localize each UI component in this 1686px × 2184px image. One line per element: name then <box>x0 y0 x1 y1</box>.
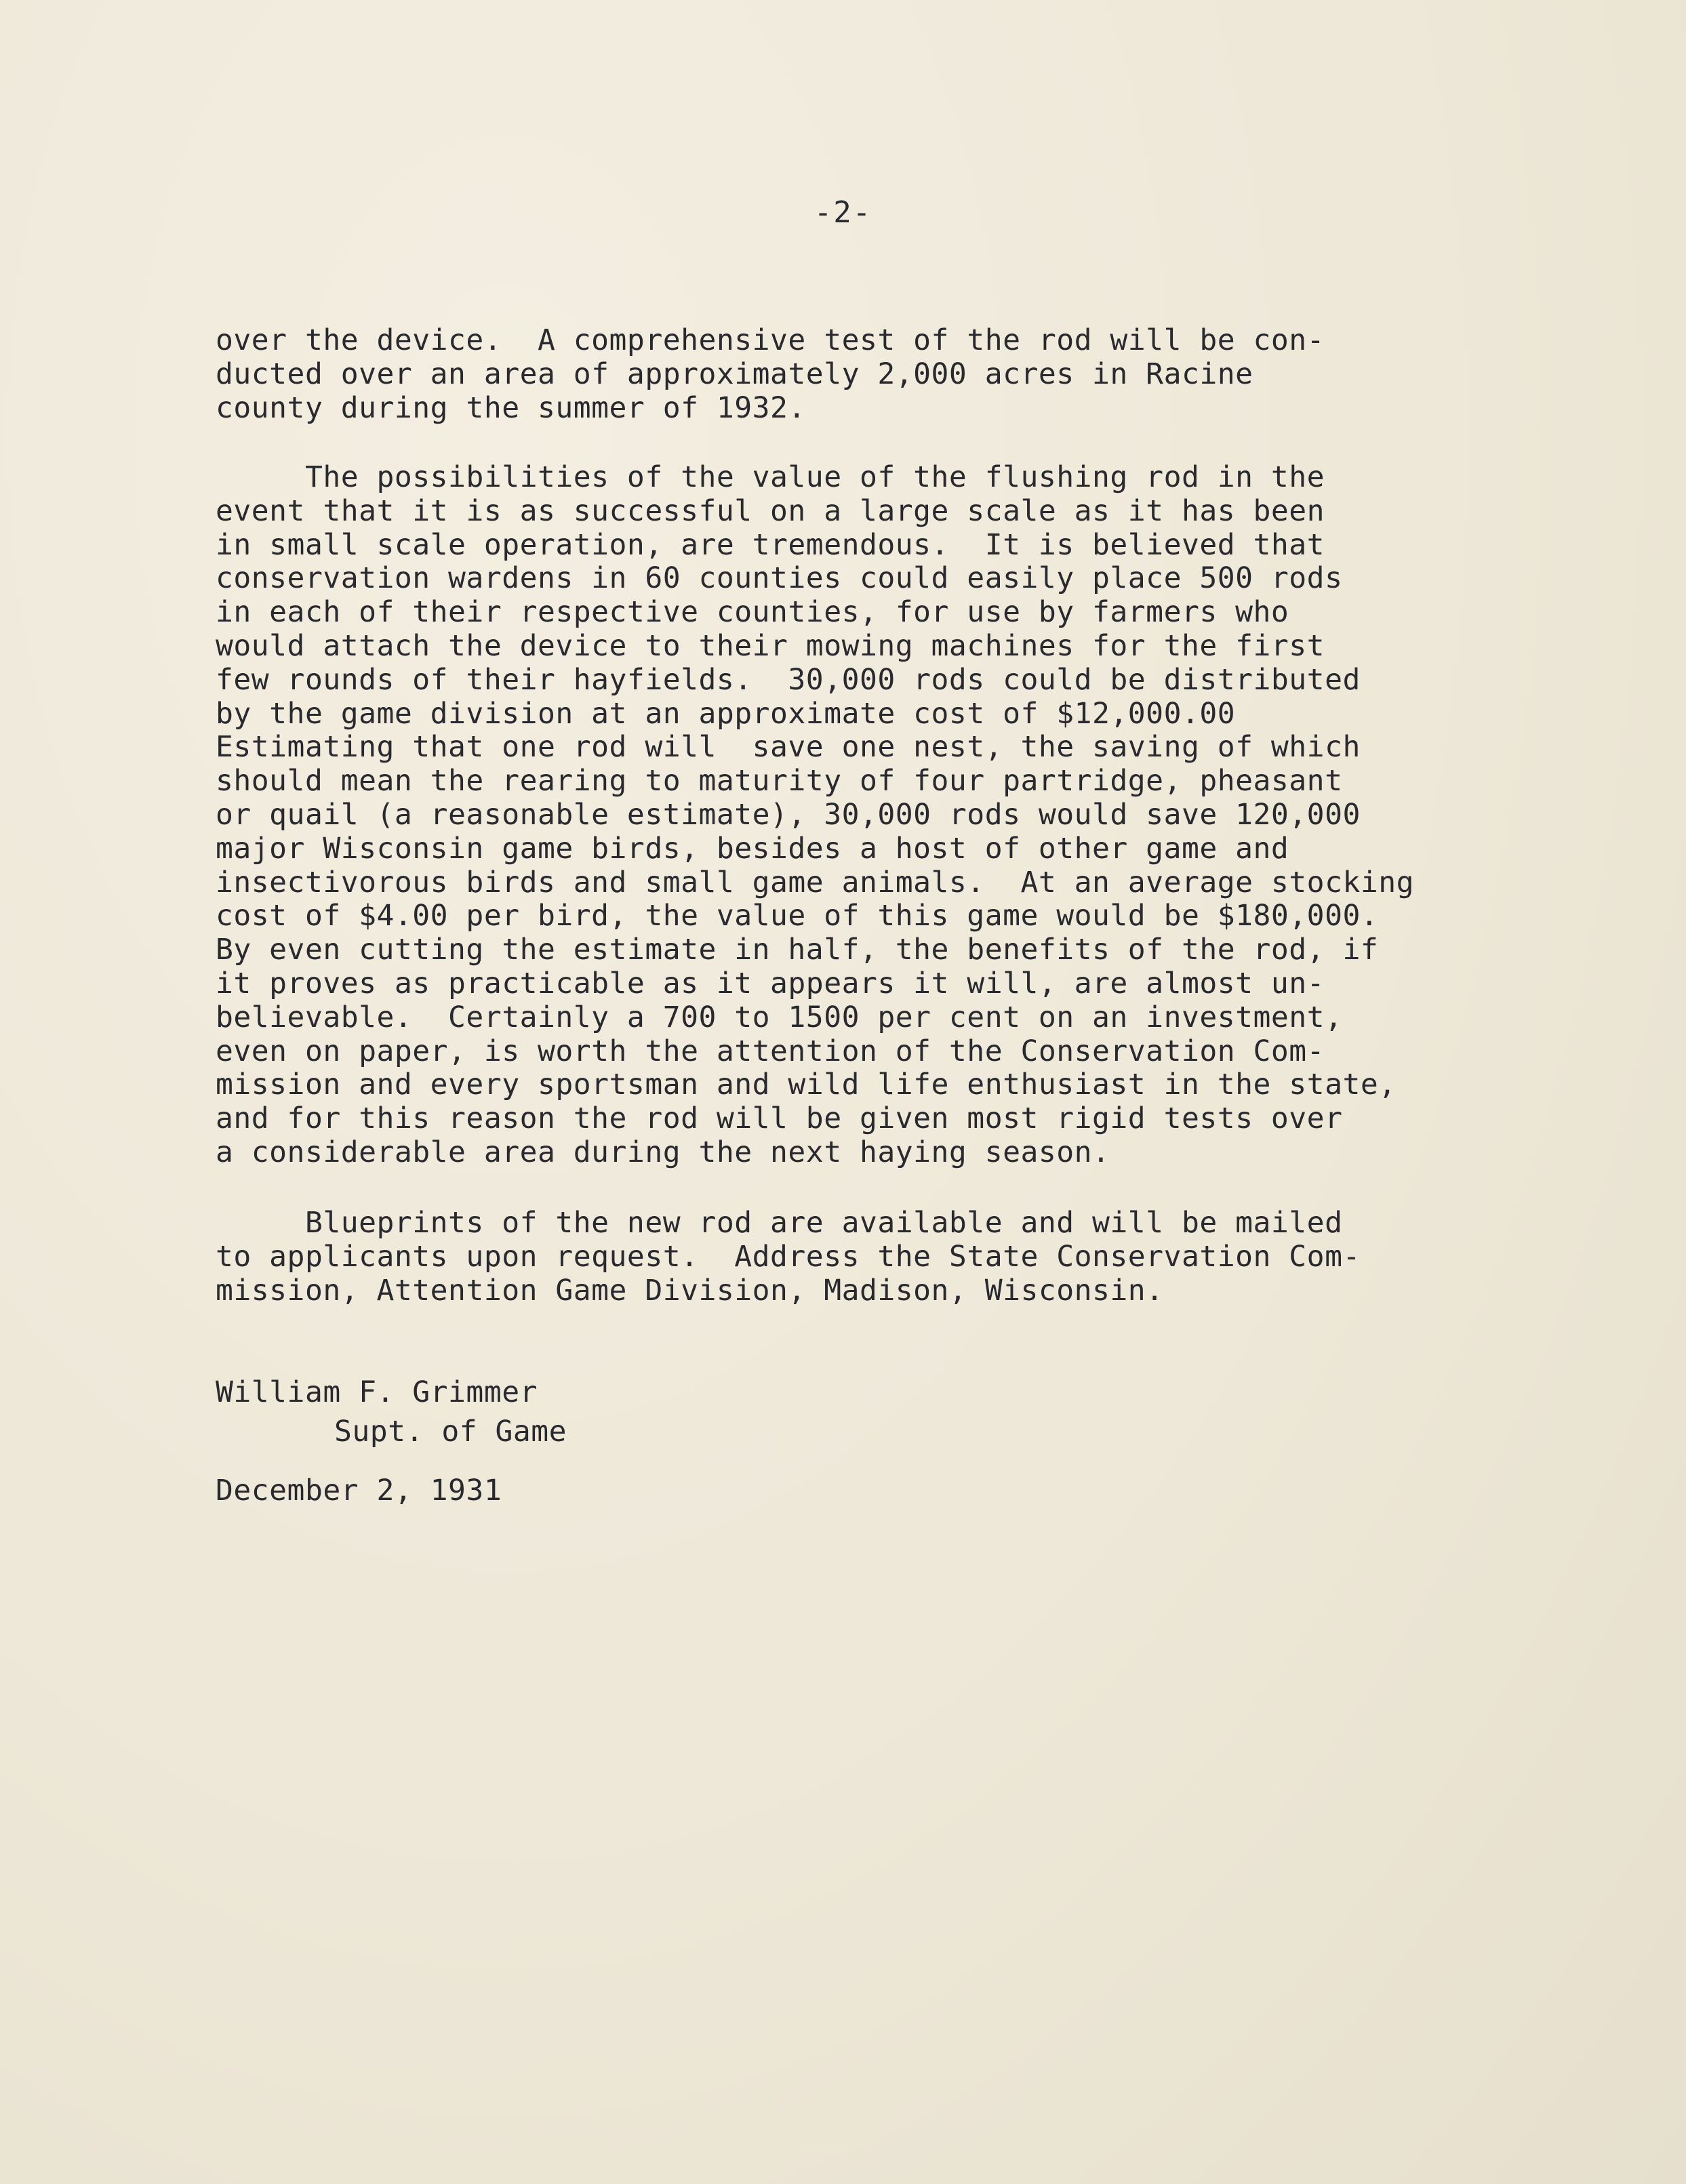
text-line: ducted over an area of approximately 2,000 acres in Racine <box>216 357 1253 391</box>
text-line: a considerable area during the next haying season. <box>216 1135 1110 1169</box>
text-line: Estimating that one rod will save one nest, the saving of which <box>216 730 1361 765</box>
text-line: or quail (a reasonable estimate), 30,000 rods would save 120,000 <box>216 797 1361 832</box>
text-line: county during the summer of 1932. <box>216 390 806 425</box>
paragraph-device-test <box>216 324 1626 425</box>
signature-block <box>216 1373 567 1451</box>
page-number: -2- <box>814 195 872 230</box>
paragraph-blueprints <box>216 1207 1626 1308</box>
text-line: over the device. A comprehensive test of the rod will be con- <box>216 323 1325 357</box>
text-line: believable. Certainly a 700 to 1500 per cent on an investment, <box>216 1000 1343 1034</box>
text-line: cost of $4.00 per bird, the value of this game would be $180,000. <box>216 899 1379 933</box>
text-line: mission and every sportsman and wild life enthusiast in the state, <box>216 1068 1397 1102</box>
text-line: in each of their respective counties, for use by farmers who <box>216 595 1289 630</box>
text-line: event that it is as successful on a large scale as it has been <box>216 493 1325 528</box>
text-line: mission, Attention Game Division, Madison, Wisconsin. <box>216 1273 1164 1308</box>
text-line: and for this reason the rod will be given most rigid tests over <box>216 1101 1343 1136</box>
text-line: in small scale operation, are tremendous. It is believed that <box>216 527 1325 562</box>
signatory-title: Supt. of Game <box>334 1415 567 1449</box>
text-line: insectivorous birds and small game animals. At an average stocking <box>216 865 1415 899</box>
text-line: would attach the device to their mowing machines for the first <box>216 628 1325 663</box>
text-line: to applicants upon request. Address the State Conservation Com- <box>216 1239 1361 1274</box>
text-line: The possibilities of the value of the flushing rod in the <box>216 460 1325 494</box>
text-line: Blueprints of the new rod are available and will be mailed <box>216 1206 1343 1240</box>
text-line: by the game division at an approximate cost of $12,000.00 <box>216 696 1236 731</box>
text-line: few rounds of their hayfields. 30,000 rods could be distributed <box>216 662 1361 697</box>
text-line: By even cutting the estimate in half, the benefits of the rod, if <box>216 933 1379 967</box>
text-line: it proves as practicable as it appears it will, are almost un- <box>216 966 1325 1000</box>
text-line: conservation wardens in 60 counties could easily place 500 rods <box>216 561 1343 596</box>
signatory-name: William F. Grimmer <box>216 1375 538 1409</box>
text-line: should mean the rearing to maturity of four partridge, pheasant <box>216 764 1343 798</box>
text-line: even on paper, is worth the attention of the Conservation Com- <box>216 1034 1325 1068</box>
document-date <box>216 1474 502 1508</box>
paragraph-possibilities <box>216 461 1626 1170</box>
date-text: December 2, 1931 <box>216 1474 502 1508</box>
text-line: major Wisconsin game birds, besides a host of other game and <box>216 831 1289 866</box>
